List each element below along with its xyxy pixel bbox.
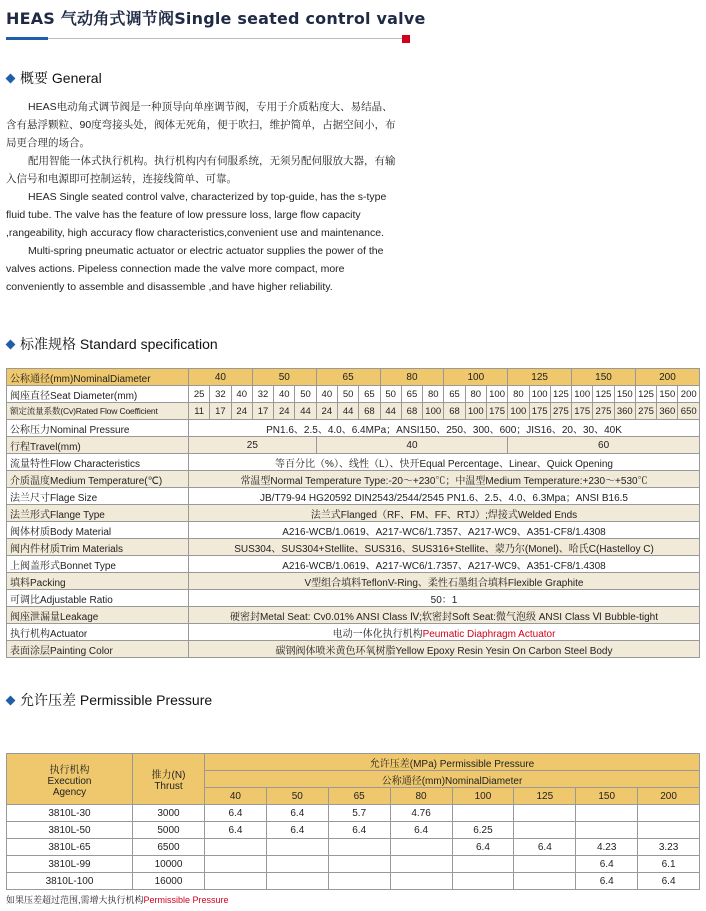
general-paragraph: 配用智能一体式执行机构。执行机构内有伺服系统，无须另配伺服放大器，有输入信号和电源即可控制运转，连接线简单、可靠。 (6, 155, 396, 185)
spec-row (7, 522, 700, 539)
travel-cell: 25 (189, 437, 317, 454)
general-heading-text: 概要 General (20, 70, 102, 86)
press-model-cell: 3810L-50 (7, 822, 133, 839)
spec-row-value: A216-WCB/1.0619、A217-WC6/1.7357、A217-WC9、A351-CF8/1.4308 (189, 556, 700, 573)
press-value-cell (390, 856, 452, 873)
thrust-header-cn: 推力(N) (151, 770, 186, 781)
seat-diameter-cell: 150 (614, 386, 635, 403)
diameter-cell: 65 (316, 369, 380, 386)
seat-diameter-cell: 50 (295, 386, 316, 403)
seat-diameter-cell: 125 (593, 386, 614, 403)
agency-header-cn: 执行机构 (49, 764, 90, 776)
cv-cell: 275 (550, 403, 571, 420)
travel-label: 行程Travel(mm) (7, 437, 189, 454)
press-value-cell (205, 856, 267, 873)
spec-row-label: 阀座泄漏量Leakage (7, 607, 189, 624)
seat-diameter-cell: 40 (274, 386, 295, 403)
cv-label: 额定流量系数(Cv)Rated Flow Coefficient (7, 403, 189, 420)
cv-cell: 68 (444, 403, 465, 420)
painting-value: 碳钢阀体喷米黄色环氧树脂Yellow Epoxy Resin Yesin On Carbon Steel Body (189, 641, 700, 658)
press-value-cell: 6.4 (638, 873, 700, 890)
seat-diameter-cell: 25 (189, 386, 210, 403)
nominal-diameter-label: 公称通径(mm)NominalDiameter (7, 369, 189, 386)
footnote (6, 893, 229, 906)
press-value-cell (638, 805, 700, 822)
seat-diameter-cell: 100 (486, 386, 507, 403)
spec-row-value: 法兰式Flanged（RF、FM、FF、RTJ）;焊接式Welded Ends (189, 505, 700, 522)
press-body (7, 805, 700, 890)
cv-cell: 100 (465, 403, 486, 420)
press-value-cell (638, 822, 700, 839)
spec-row-value: V型组合填料TeflonV-Ring、柔性石墨组合填料Flexible Graphite (189, 573, 700, 590)
press-value-cell (328, 873, 390, 890)
cv-cell: 44 (295, 403, 316, 420)
cv-cell: 17 (210, 403, 231, 420)
seat-diameter-cell: 65 (401, 386, 422, 403)
press-diameter-cell: 150 (576, 788, 638, 805)
press-value-cell (514, 856, 576, 873)
spec-row-label: 法兰尺寸Flage Size (7, 488, 189, 505)
travel-cell: 60 (508, 437, 700, 454)
cv-cell: 44 (380, 403, 401, 420)
press-value-cell: 6.4 (452, 839, 514, 856)
pressure-title: 允许压差(MPa) Permissible Pressure (205, 754, 700, 771)
footnote-text: 如果压差超过范围,需增大执行机构 (6, 895, 144, 905)
seat-diameter-cell: 40 (316, 386, 337, 403)
press-value-cell (576, 805, 638, 822)
cv-cell: 275 (593, 403, 614, 420)
spec-row-label: 上阀盖形式Bonnet Type (7, 556, 189, 573)
press-diameter-cell: 65 (328, 788, 390, 805)
press-thrust-cell: 5000 (133, 822, 205, 839)
diameter-cell: 50 (252, 369, 316, 386)
spec-row-label: 可调比Adjustable Ratio (7, 590, 189, 607)
cv-cell: 68 (359, 403, 380, 420)
diameter-cell: 100 (444, 369, 508, 386)
seat-diameter-cell: 80 (508, 386, 529, 403)
cv-cell: 275 (635, 403, 656, 420)
actuator-value-cn: 电动一体化执行机构 (332, 628, 423, 640)
general-paragraph: HEAS Single seated control valve, characterized by top-guide, has the s-type fluid tube. The valve has the feature of low pressure loss, large flow capacity ,rangeability, high accuracy flow characteristics,convenient use and maintenance. (6, 191, 387, 239)
nominal-diameter-row (7, 369, 700, 386)
spec-row-value: 硬密封Metal Seat: Cv0.01% ANSI Class Ⅳ;软密封Soft Seat:微气泡级 ANSI Class Ⅵ Bubble-tight (189, 607, 700, 624)
seat-diameter-cell: 50 (380, 386, 401, 403)
spec-row (7, 590, 700, 607)
press-value-cell (266, 856, 328, 873)
press-thrust-cell: 16000 (133, 873, 205, 890)
pressure-table (6, 753, 700, 890)
press-diameter-cell: 50 (266, 788, 328, 805)
spec-row-value: 常温型Normal Temperature Type:-20～+230℃；中温型Medium Temperature:+230～+530℃ (189, 471, 700, 488)
press-diameter-cell: 100 (452, 788, 514, 805)
painting-row (7, 641, 700, 658)
press-value-cell: 6.4 (576, 856, 638, 873)
pressure-label: 公称压力Nominal Pressure (7, 420, 189, 437)
press-value-cell (390, 839, 452, 856)
seat-diameter-cell: 32 (210, 386, 231, 403)
diameter-cell: 125 (508, 369, 572, 386)
seat-diameter-cell: 100 (572, 386, 593, 403)
spec-heading (6, 334, 218, 354)
cv-cell: 24 (316, 403, 337, 420)
general-paragraph: HEAS电动角式调节阀是一种顶导向单座调节阀，专用于介质粘度大、易结晶、含有悬浮颗粒、90度弯接头处，阀体无死角，便于吹扫，维护简单，占据空间小，布局更合理的场合。 (6, 101, 396, 149)
press-value-cell: 6.1 (638, 856, 700, 873)
press-header-row (7, 754, 700, 771)
press-value-cell: 4.76 (390, 805, 452, 822)
press-row (7, 822, 700, 839)
press-value-cell (514, 873, 576, 890)
press-value-cell: 6.4 (514, 839, 576, 856)
press-row (7, 873, 700, 890)
seat-diameter-cell: 200 (678, 386, 700, 403)
press-diameter-cell: 200 (638, 788, 700, 805)
cv-cell: 17 (252, 403, 273, 420)
spec-heading-text: 标准规格 Standard specification (20, 336, 218, 352)
press-value-cell (452, 805, 514, 822)
spec-row (7, 573, 700, 590)
seat-diameter-label: 阀座直径Seat Diameter(mm) (7, 386, 189, 403)
press-value-cell (328, 839, 390, 856)
press-value-cell: 6.4 (328, 822, 390, 839)
cv-cell: 175 (572, 403, 593, 420)
pressure-value: PN1.6、2.5、4.0、6.4MPa；ANSI150、250、300、600；JIS16、20、30、40K (189, 420, 700, 437)
press-value-cell (266, 873, 328, 890)
spec-row-value: 50：1 (189, 590, 700, 607)
press-model-cell: 3810L-99 (7, 856, 133, 873)
cv-cell: 68 (401, 403, 422, 420)
diameter-cell: 40 (189, 369, 253, 386)
seat-diameter-cell: 65 (444, 386, 465, 403)
spec-row (7, 454, 700, 471)
press-value-cell: 4.23 (576, 839, 638, 856)
seat-diameter-cell: 32 (252, 386, 273, 403)
cv-cell: 24 (231, 403, 252, 420)
actuator-row (7, 624, 700, 641)
cv-cell: 175 (529, 403, 550, 420)
cv-cell: 360 (614, 403, 635, 420)
press-diameter-cell: 40 (205, 788, 267, 805)
press-value-cell (452, 873, 514, 890)
painting-label: 表面涂层Painting Color (7, 641, 189, 658)
diamond-bullet-icon (6, 73, 16, 83)
actuator-label: 执行机构Actuator (7, 624, 189, 641)
title-rule (6, 38, 410, 39)
diamond-bullet-icon (6, 695, 16, 705)
cv-cell: 100 (423, 403, 444, 420)
press-value-cell (266, 839, 328, 856)
cv-row (7, 403, 700, 420)
seat-diameter-cell: 50 (337, 386, 358, 403)
press-heading-text: 允许压差 Permissible Pressure (20, 692, 213, 708)
spec-row (7, 556, 700, 573)
spec-row-label: 法兰形式Flange Type (7, 505, 189, 522)
press-value-cell: 6.4 (205, 805, 267, 822)
spec-row (7, 488, 700, 505)
seat-diameter-cell: 80 (465, 386, 486, 403)
seat-diameter-cell: 150 (657, 386, 678, 403)
press-value-cell (576, 822, 638, 839)
cv-cell: 100 (508, 403, 529, 420)
press-thrust-cell: 6500 (133, 839, 205, 856)
press-value-cell: 3.23 (638, 839, 700, 856)
press-value-cell: 6.4 (576, 873, 638, 890)
spec-row (7, 505, 700, 522)
spec-row-label: 流量特性Flow Characteristics (7, 454, 189, 471)
press-value-cell (452, 856, 514, 873)
press-value-cell: 6.25 (452, 822, 514, 839)
seat-diameter-cell: 125 (550, 386, 571, 403)
press-heading (6, 690, 212, 710)
press-value-cell (328, 856, 390, 873)
press-value-cell (514, 822, 576, 839)
diameter-title: 公称通径(mm)NominalDiameter (205, 771, 700, 788)
press-row (7, 839, 700, 856)
cv-cell: 650 (678, 403, 700, 420)
title-accent-bar (6, 37, 48, 40)
press-value-cell (514, 805, 576, 822)
thrust-header-en: Thrust (154, 781, 183, 792)
diameter-cell: 80 (380, 369, 444, 386)
page-title: HEAS 气动角式调节阀Single seated control valve (6, 9, 426, 28)
general-text (6, 98, 398, 296)
spec-row-label: 填料Packing (7, 573, 189, 590)
spec-row (7, 607, 700, 624)
press-diameter-cell: 125 (514, 788, 576, 805)
seat-diameter-cell: 40 (231, 386, 252, 403)
spec-table (6, 368, 700, 658)
spec-row (7, 539, 700, 556)
press-value-cell (205, 873, 267, 890)
spec-row-value: SUS304、SUS304+Stellite、SUS316、SUS316+Stellite、蒙乃尔(Monel)、哈氏C(Hastelloy C) (189, 539, 700, 556)
seat-diameter-cell: 100 (529, 386, 550, 403)
diameter-cell: 150 (572, 369, 636, 386)
cv-cell: 11 (189, 403, 210, 420)
press-value-cell: 6.4 (390, 822, 452, 839)
press-row (7, 856, 700, 873)
seat-diameter-cell: 125 (635, 386, 656, 403)
travel-cell: 40 (316, 437, 508, 454)
cv-cell: 175 (486, 403, 507, 420)
press-value-cell (390, 873, 452, 890)
spec-row (7, 471, 700, 488)
spec-row-value: JB/T79-94 HG20592 DIN2543/2544/2545 PN1.6、2.5、4.0、6.3Mpa；ANSI B16.5 (189, 488, 700, 505)
seat-diameter-row (7, 386, 700, 403)
diamond-bullet-icon (6, 339, 16, 349)
actuator-value-en: Peumatic Diaphragm Actuator (422, 628, 556, 640)
thrust-header (133, 754, 205, 805)
press-thrust-cell: 10000 (133, 856, 205, 873)
seat-diameter-cell: 80 (423, 386, 444, 403)
spec-row-label: 阀体材质Body Material (7, 522, 189, 539)
press-row (7, 805, 700, 822)
spec-row-label: 介质温度Medium Temperature(℃) (7, 471, 189, 488)
spec-row-value: 等百分比（%）、线性（L）、快开Equal Percentage、Linear、Quick Opening (189, 454, 700, 471)
general-heading (6, 68, 102, 88)
title-red-square (402, 35, 410, 43)
spec-row-value: A216-WCB/1.0619、A217-WC6/1.7357、A217-WC9、A351-CF8/1.4308 (189, 522, 700, 539)
agency-header (7, 754, 133, 805)
press-model-cell: 3810L-65 (7, 839, 133, 856)
footnote-red: Permissible Pressure (143, 895, 229, 905)
press-value-cell (205, 839, 267, 856)
cv-cell: 360 (657, 403, 678, 420)
travel-row (7, 437, 700, 454)
diameter-cell: 200 (635, 369, 699, 386)
agency-header-en2: Agency (52, 786, 87, 798)
cv-cell: 24 (274, 403, 295, 420)
press-value-cell: 6.4 (205, 822, 267, 839)
seat-diameter-cell: 65 (359, 386, 380, 403)
press-model-cell: 3810L-30 (7, 805, 133, 822)
pressure-row (7, 420, 700, 437)
agency-header-en: Execution (47, 775, 92, 787)
press-value-cell: 6.4 (266, 822, 328, 839)
press-model-cell: 3810L-100 (7, 873, 133, 890)
press-diameter-cell: 80 (390, 788, 452, 805)
press-value-cell: 5.7 (328, 805, 390, 822)
general-paragraph: Multi-spring pneumatic actuator or electric actuator supplies the power of the valves actions. Pipeless connection made the valve more compact, more conveniently to assemble and disassemble ,and have higher reliability. (6, 245, 384, 293)
spec-row-label: 阀内件材质Trim Materials (7, 539, 189, 556)
press-thrust-cell: 3000 (133, 805, 205, 822)
actuator-value (189, 624, 700, 641)
press-value-cell: 6.4 (266, 805, 328, 822)
cv-cell: 44 (337, 403, 358, 420)
